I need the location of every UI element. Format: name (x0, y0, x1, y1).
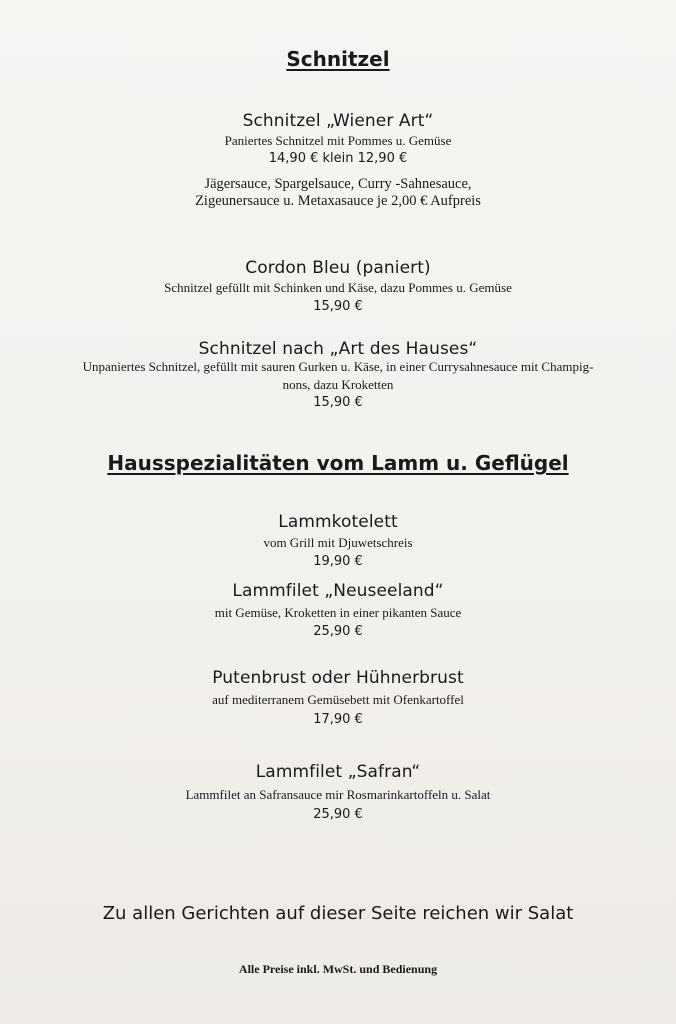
dish-description-putenbrust: auf mediterranem Gemüsebett mit Ofenkartoffel (212, 692, 464, 707)
salad-note: Zu allen Gerichten auf dieser Seite reichen wir Salat (102, 903, 574, 924)
dish-description-art-des-hauses-line-1: Unpaniertes Schnitzel, gefüllt mit sauren Gurken u. Käse, in einer Currysahnesauce mit Champig- (82, 359, 594, 374)
dish-name-putenbrust: Putenbrust oder Hühnerbrust (212, 668, 464, 688)
dish-name-schnitzel-wiener-art: Schnitzel „Wiener Art“ (242, 111, 434, 131)
dish-name-cordon-bleu: Cordon Bleu (paniert) (245, 258, 431, 278)
dish-description-lammfilet-neuseeland: mit Gemüse, Kroketten in einer pikanten Sauce (214, 605, 462, 620)
dish-name-art-des-hauses: Schnitzel nach „Art des Hauses“ (198, 339, 478, 359)
dish-price-cordon-bleu: 15,90 € (313, 299, 363, 314)
dish-price-putenbrust: 17,90 € (313, 712, 363, 727)
dish-description-art-des-hauses-line-2: nons, dazu Kroketten (282, 377, 394, 392)
dish-name-lammkotelett: Lammkotelett (278, 512, 398, 532)
dish-description-cordon-bleu: Schnitzel gefüllt mit Schinken und Käse, dazu Pommes u. Gemüse (164, 280, 512, 295)
dish-description-lammkotelett: vom Grill mit Djuwetschreis (263, 535, 413, 550)
dish-price-lammfilet-safran: 25,90 € (313, 807, 363, 822)
section-heading-hausspezialitaeten: Hausspezialitäten vom Lamm u. Geflügel (107, 451, 569, 475)
sauce-options-line-2: Zigeunersauce u. Metaxasauce je 2,00 € Aufpreis (195, 193, 481, 209)
dish-description-lammfilet-safran: Lammfilet an Safransauce mir Rosmarinkartoffeln u. Salat (185, 787, 491, 802)
price-footer: Alle Preise inkl. MwSt. und Bedienung (238, 962, 438, 976)
dish-price-lammkotelett: 19,90 € (313, 554, 363, 569)
dish-price-schnitzel-wiener-art: 14,90 € klein 12,90 € (268, 151, 408, 166)
dish-price-art-des-hauses: 15,90 € (313, 395, 363, 410)
section-heading-schnitzel: Schnitzel (286, 47, 390, 71)
sauce-options-line-1: Jägersauce, Spargelsauce, Curry -Sahnesauce, (204, 176, 472, 192)
dish-name-lammfilet-neuseeland: Lammfilet „Neuseeland“ (232, 581, 444, 601)
dish-price-lammfilet-neuseeland: 25,90 € (313, 624, 363, 639)
dish-name-lammfilet-safran: Lammfilet „Safran“ (255, 762, 421, 782)
dish-description-schnitzel-wiener-art: Paniertes Schnitzel mit Pommes u. Gemüse (224, 133, 452, 148)
